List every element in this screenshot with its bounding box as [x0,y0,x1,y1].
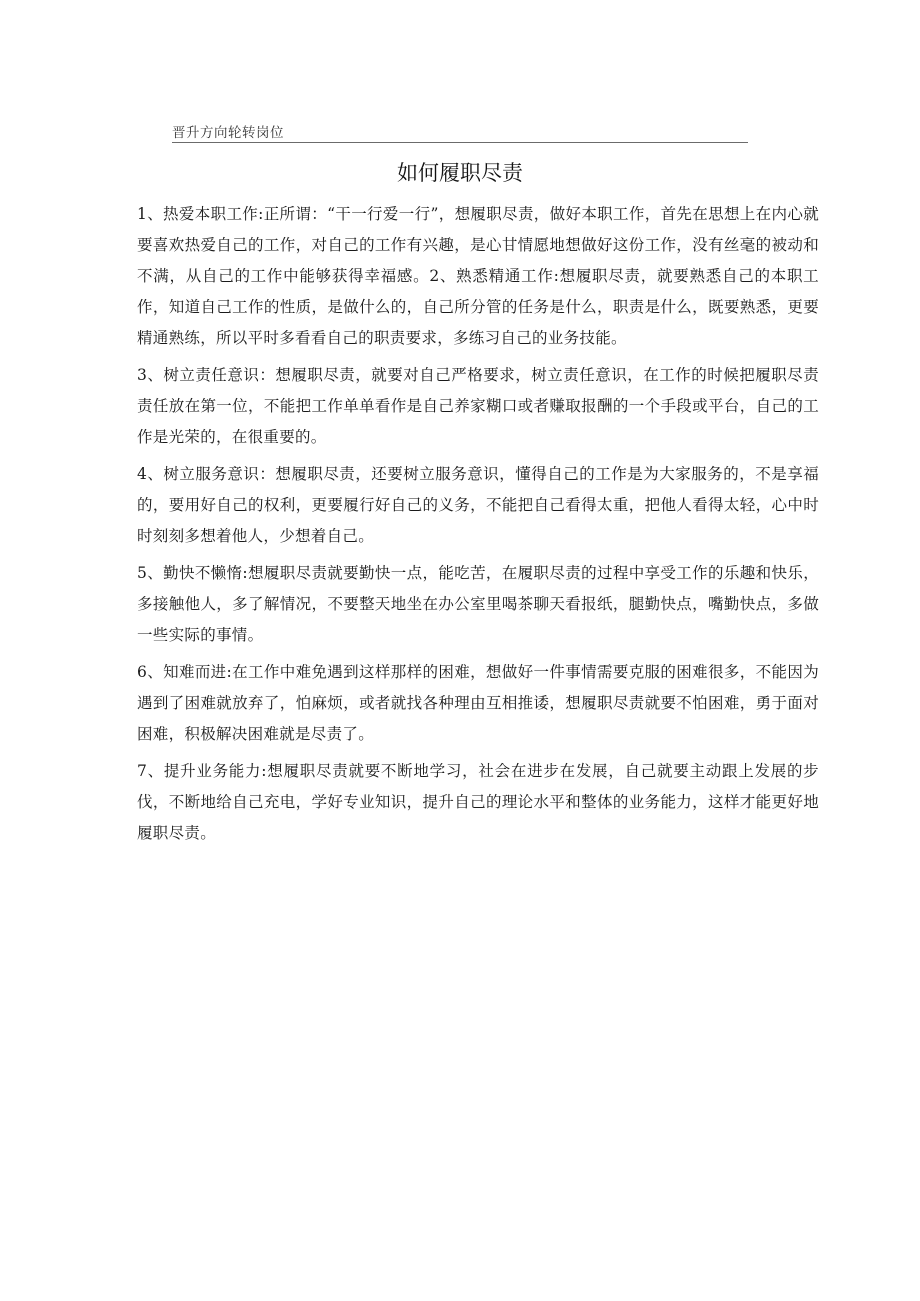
running-header [172,124,748,143]
header-text: 晋升方向轮转岗位 [172,125,284,141]
paragraph-4: 4、树立服务意识：想履职尽责，还要树立服务意识，懂得自己的工作是为大家服务的，不是享福的，要用好自己的权利，更要履行好自己的义务，不能把自己看得太重，把他人看得太轻，心中时时刻刻多想着他人，少想着自己。 [137,465,819,545]
paragraph-5: 5、勤快不懒惰:想履职尽责就要勤快一点，能吃苦，在履职尽责的过程中享受工作的乐趣和快乐，多接触他人，多了解情况，不要整天地坐在办公室里喝茶聊天看报纸，腿勤快点，嘴勤快点，多做一些实际的事情。 [137,564,819,644]
paragraph-6: 6、知难而进:在工作中难免遇到这样那样的困难，想做好一件事情需要克服的困难很多，不能因为遇到了困难就放弃了，怕麻烦，或者就找各种理由互相推诿，想履职尽责就要不怕困难，勇于面对困难，积极解决困难就是尽责了。 [137,663,819,743]
document-body [137,199,819,855]
document-title: 如何履职尽责 [397,161,523,185]
paragraph-3: 3、树立责任意识：想履职尽责，就要对自己严格要求，树立责任意识，在工作的时候把履职尽责责任放在第一位，不能把工作单单看作是自己养家糊口或者赚取报酬的一个手段或平台，自己的工作是光荣的，在很重要的。 [137,366,819,446]
paragraph-1-2: 1、热爱本职工作:正所谓：“干一行爱一行”，想履职尽责，做好本职工作，首先在思想上在内心就要喜欢热爱自己的工作，对自己的工作有兴趣，是心甘情愿地想做好这份工作，没有丝毫的被动和不满，从自己的工作中能够获得幸福感。2、熟悉精通工作:想履职尽责，就要熟悉自己的本职工作，知道自己工作的性质，是做什么的，自己所分管的任务是什么，职责是什么，既要熟悉，更要精通熟练，所以平时多看看自己的职责要求，多练习自己的业务技能。 [137,205,819,347]
paragraph-7: 7、提升业务能力:想履职尽责就要不断地学习，社会在进步在发展，自己就要主动跟上发展的步伐，不断地给自己充电，学好专业知识，提升自己的理论水平和整体的业务能力，这样才能更好地履职尽责。 [137,762,819,842]
